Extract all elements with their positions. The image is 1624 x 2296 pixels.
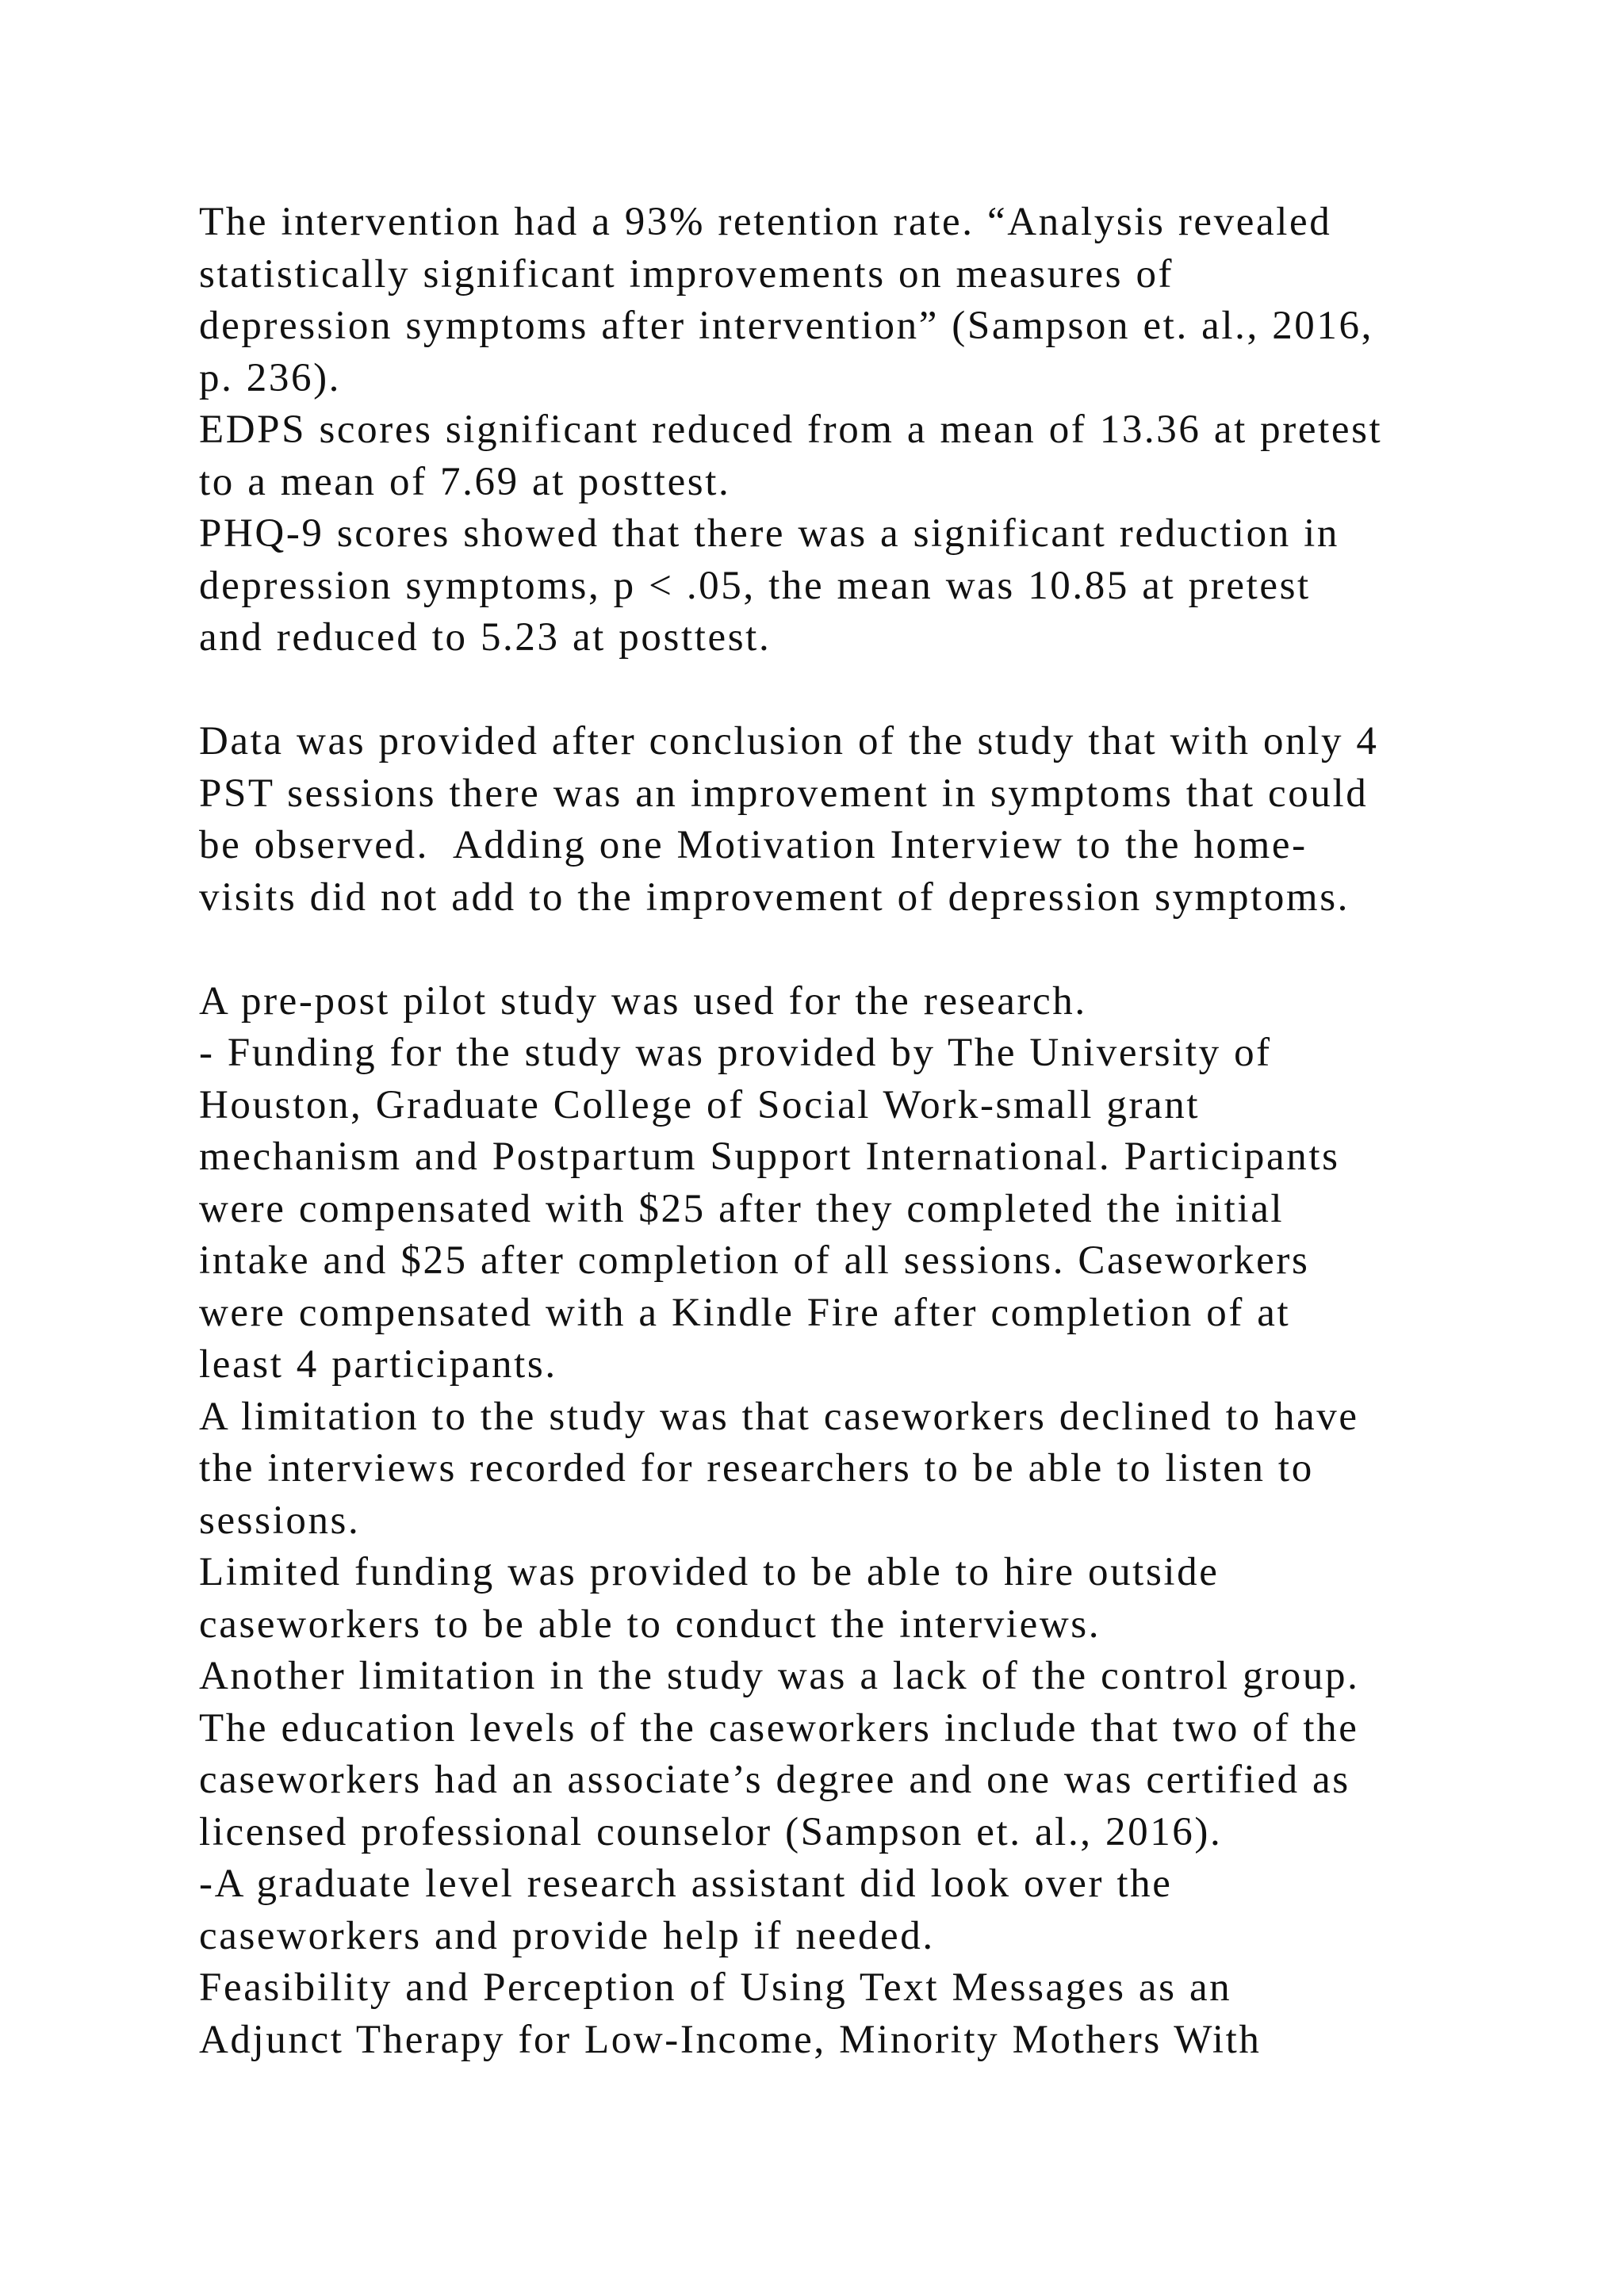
text-line: sessions.: [199, 1498, 361, 1543]
text-line: caseworkers had an associate’s degree and one was certified as: [199, 1758, 1350, 1802]
text-line: A limitation to the study was that caseworkers declined to have: [199, 1394, 1359, 1439]
text-line: p. 236).: [199, 355, 342, 400]
blank-line: [199, 924, 1611, 976]
text-line: the interviews recorded for researchers to be able to listen to: [199, 1446, 1314, 1490]
blank-line: [199, 664, 1611, 717]
text-line: licensed professional counselor (Sampson et. al., 2016).: [199, 1809, 1223, 1854]
text-line: to a mean of 7.69 at posttest.: [199, 459, 731, 504]
text-line: Adjunct Therapy for Low-Income, Minority Mothers With: [199, 2017, 1262, 2062]
text-line: depression symptoms, p < .05, the mean was 10.85 at pretest: [199, 563, 1311, 608]
text-line: EDPS scores significant reduced from a mean of 13.36 at pretest: [199, 408, 1383, 452]
document-body: [199, 197, 1611, 2066]
text-line: be observed. Adding one Motivation Interview to the home-: [199, 823, 1308, 867]
text-line: statistically significant improvements on measures of: [199, 251, 1174, 297]
text-line: were compensated with a Kindle Fire after completion of at: [199, 1290, 1291, 1335]
text-line: Houston, Graduate College of Social Work-small grant: [199, 1082, 1201, 1127]
text-line: -A graduate level research assistant did look over the: [199, 1862, 1173, 1906]
text-line: Another limitation in the study was a lack of the control group.: [199, 1654, 1360, 1698]
text-line: visits did not add to the improvement of depression symptoms.: [199, 874, 1350, 920]
text-line: The education levels of the caseworkers include that two of the: [199, 1705, 1359, 1751]
text-line: - Funding for the study was provided by The University of: [199, 1031, 1272, 1075]
text-line: caseworkers and provide help if needed.: [199, 1913, 935, 1958]
text-line: depression symptoms after intervention” (Sampson et. al., 2016,: [199, 304, 1373, 348]
text-line: were compensated with $25 after they completed the initial: [199, 1186, 1285, 1231]
text-line: and reduced to 5.23 at posttest.: [199, 615, 772, 660]
text-line: Data was provided after conclusion of the study that with only 4: [199, 719, 1379, 763]
text-line: intake and $25 after completion of all sessions. Caseworkers: [199, 1238, 1310, 1283]
text-line: caseworkers to be able to conduct the interviews.: [199, 1601, 1101, 1647]
text-line: Feasibility and Perception of Using Text Messages as an: [199, 1965, 1232, 2010]
text-line: least 4 participants.: [199, 1342, 557, 1387]
text-line: Limited funding was provided to be able to hire outside: [199, 1550, 1220, 1594]
text-line: The intervention had a 93% retention rate. “Analysis revealed: [199, 200, 1332, 244]
text-line: PHQ-9 scores showed that there was a significant reduction in: [199, 511, 1340, 556]
text-line: PST sessions there was an improvement in symptoms that could: [199, 771, 1369, 816]
text-line: A pre-post pilot study was used for the research.: [199, 978, 1087, 1024]
text-line: mechanism and Postpartum Support International. Participants: [199, 1135, 1340, 1179]
